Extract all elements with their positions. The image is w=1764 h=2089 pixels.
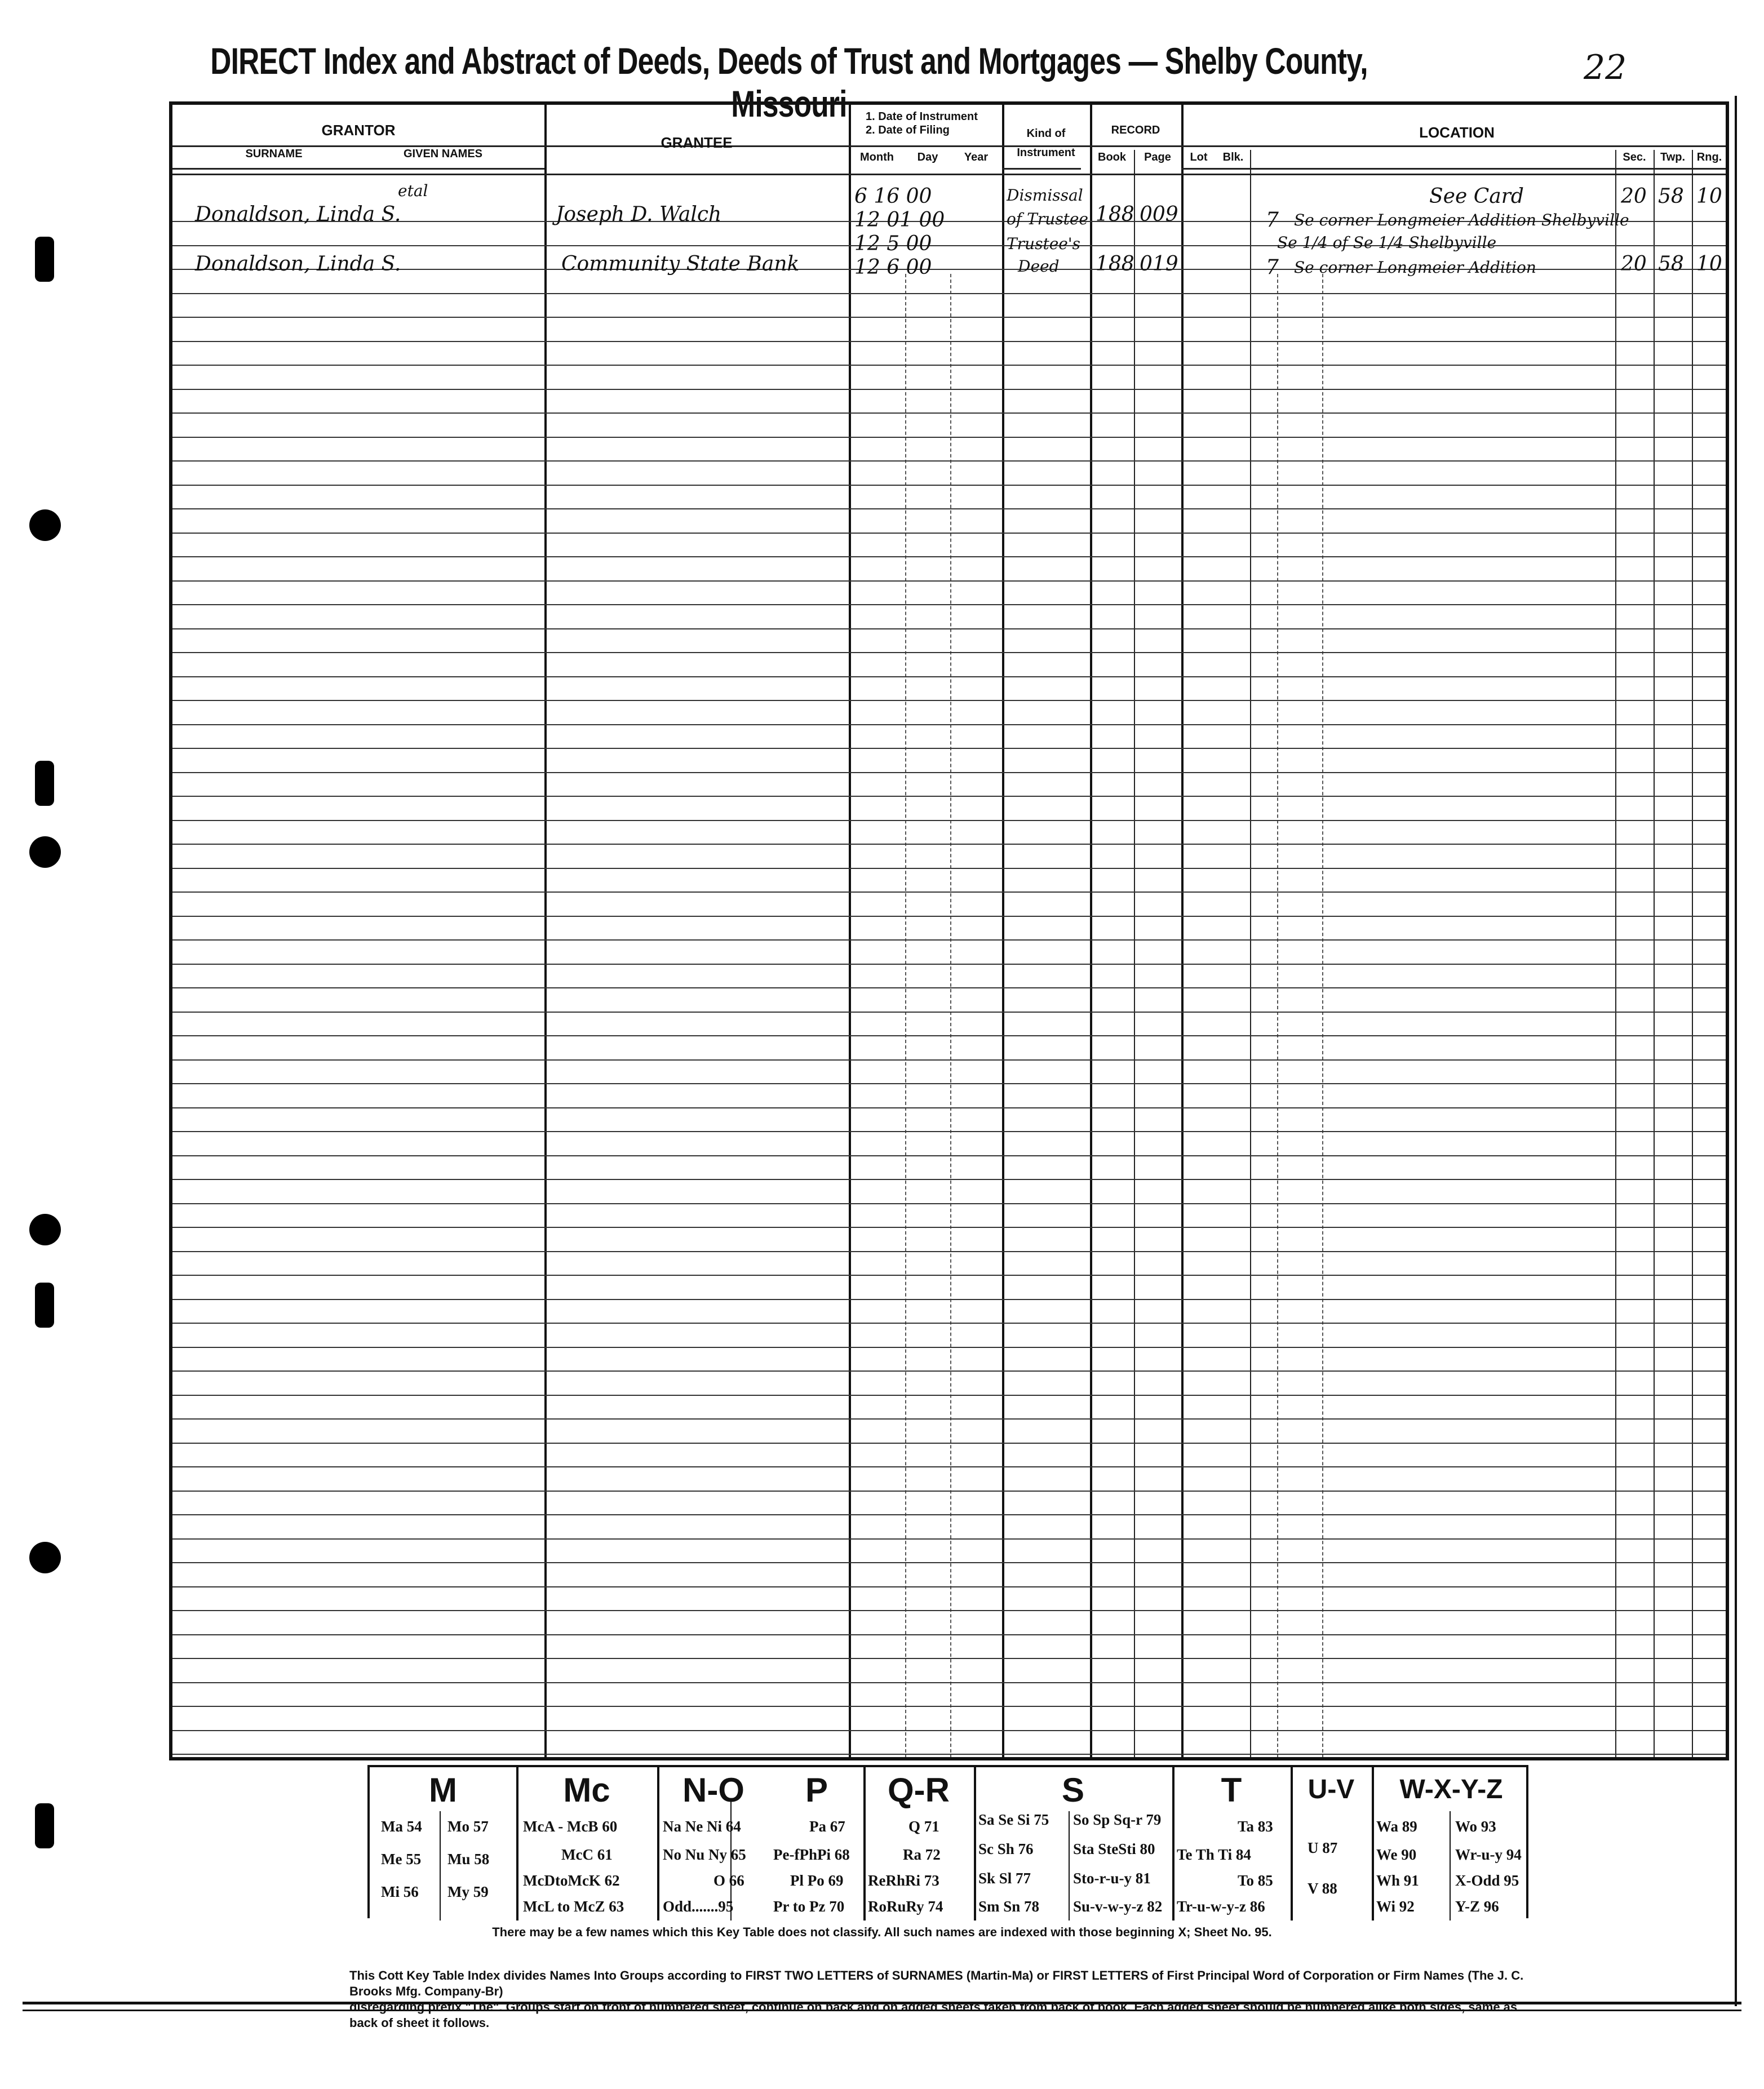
key-cell: Tr-u-w-y-z 86: [1177, 1898, 1265, 1915]
key-cell: Mo 57: [447, 1818, 489, 1835]
footer-line: This Cott Key Table Index divides Names Into Groups according to FIRST TWO LETTERS of SURNAMES (Martin-Ma) or FIRST LETTERS of First Principal Word of Corporation or Firm Names (The J. C. Brooks Mfg. Company-Br): [349, 1968, 1524, 1998]
header-rule: [172, 168, 544, 170]
col-divider: [1654, 150, 1655, 1758]
key-letter-m: M: [429, 1771, 457, 1809]
ruled-line: [172, 1538, 1726, 1540]
key-divider: [1450, 1811, 1451, 1921]
ruled-line: [172, 1371, 1726, 1372]
key-cell: Pl Po 69: [790, 1872, 844, 1889]
key-cell: To 85: [1238, 1872, 1273, 1889]
record-page: 019: [1140, 252, 1178, 276]
month-header: Month: [860, 151, 894, 163]
date-filing: 12 01 00: [854, 209, 945, 232]
col-divider: [1250, 150, 1251, 1758]
ruled-line: [172, 485, 1726, 486]
header-rule: [172, 145, 1726, 147]
ruled-line: [172, 1035, 1726, 1036]
lot-header: Lot: [1190, 151, 1208, 163]
ruled-line: [172, 1443, 1726, 1444]
ruled-line: [172, 748, 1726, 749]
ledger-bottom-rule: [169, 1757, 1729, 1760]
key-letter-p: P: [805, 1771, 828, 1809]
key-cell: Pe-fPhPi 68: [773, 1846, 850, 1863]
key-cell: Ma 54: [381, 1818, 422, 1835]
key-letter-u-v: U-V: [1308, 1775, 1355, 1804]
ruled-line: [172, 1131, 1726, 1132]
grantor-name: Donaldson, Linda S.: [195, 252, 401, 276]
col-divider: [1002, 105, 1004, 1758]
key-letter-t: T: [1221, 1771, 1242, 1809]
ruled-line: [172, 413, 1726, 414]
col-divider: [1277, 274, 1278, 1758]
location-text: See Card: [1429, 185, 1524, 208]
header-rule: [172, 174, 1726, 175]
ruled-line: [172, 1012, 1726, 1013]
ruled-line: [172, 317, 1726, 318]
kind-of-instrument: Trustee's: [1007, 234, 1080, 253]
key-cell: Sa Se Si 75: [978, 1811, 1049, 1828]
key-cell: McC 61: [561, 1846, 613, 1863]
key-cell: Sta SteSti 80: [1073, 1840, 1155, 1857]
ruled-line: [172, 293, 1726, 294]
date-instrument: 12 5 00: [854, 232, 932, 255]
ruled-line: [172, 1179, 1726, 1180]
footer-line: disregarding prefix "The". Groups start on front of numbered sheet, continue on back and on added sheets taken from back of book. Each added sheet should be numbered alike both sides, same as back of sheet it follows.: [349, 2000, 1518, 2030]
grantor-header: GRANTOR: [321, 122, 396, 139]
key-cell: Mi 56: [381, 1883, 419, 1900]
key-letter-s: S: [1061, 1771, 1085, 1809]
key-cell: Sc Sh 76: [978, 1840, 1034, 1857]
record-book: 188: [1096, 252, 1134, 276]
key-cell: Odd.......95: [663, 1898, 734, 1915]
kind-of-instrument: Dismissal: [1007, 186, 1083, 205]
kind-header-1: Kind of: [1026, 127, 1066, 140]
col-divider: [544, 105, 547, 1758]
col-divider: [1322, 274, 1323, 1758]
key-cell: Sto-r-u-y 81: [1073, 1870, 1151, 1887]
date-header-1: 1. Date of Instrument: [866, 110, 978, 123]
key-cell: Sk Sl 77: [978, 1870, 1031, 1887]
ruled-line: [172, 844, 1726, 845]
ruled-line: [172, 1059, 1726, 1061]
col-divider: [849, 105, 851, 1758]
ruled-line: [172, 1491, 1726, 1492]
date-instrument: 6 16 00: [854, 185, 932, 208]
key-cell: U 87: [1308, 1839, 1338, 1856]
key-cell: X-Odd 95: [1455, 1872, 1519, 1889]
year-header: Year: [964, 151, 989, 163]
section: 20: [1621, 252, 1647, 276]
ruled-line: [172, 964, 1726, 965]
key-letter-q-r: Q-R: [888, 1771, 950, 1809]
key-divider: [1069, 1811, 1070, 1921]
key-cell: Mu 58: [447, 1851, 490, 1868]
footer-instructions: [349, 1968, 1533, 2031]
key-cell: Wr-u-y 94: [1455, 1846, 1522, 1863]
key-cell: Su-v-w-y-z 82: [1073, 1898, 1163, 1915]
key-cell: Y-Z 96: [1455, 1898, 1499, 1915]
col-divider: [905, 274, 906, 1758]
binder-slot: [35, 1283, 54, 1328]
township: 58: [1658, 185, 1684, 208]
location-text: Se corner Longmeier Addition: [1294, 258, 1536, 277]
key-table: [367, 1765, 1528, 1918]
col-divider: [1134, 150, 1135, 1758]
kind-header-2: Instrument: [1017, 147, 1075, 159]
record-book: 188: [1096, 203, 1134, 226]
header-rule: [1181, 168, 1726, 170]
key-cell: ReRhRi 73: [868, 1872, 939, 1889]
given-names-header: GIVEN NAMES: [403, 148, 483, 160]
col-divider: [950, 274, 951, 1758]
record-header: RECORD: [1111, 124, 1160, 136]
key-cell: Na Ne Ni 64: [663, 1818, 741, 1835]
header-rule: [1002, 168, 1081, 170]
lot-number: 7: [1266, 256, 1279, 279]
key-cell: McL to McZ 63: [523, 1898, 624, 1915]
range: 10: [1696, 252, 1722, 276]
key-letter-w-x-y-z: W-X-Y-Z: [1399, 1775, 1503, 1804]
binder-slot: [35, 761, 54, 806]
key-divider: [440, 1811, 441, 1921]
ruled-line: [172, 533, 1726, 534]
ruled-line: [172, 389, 1726, 390]
ruled-line: [172, 1155, 1726, 1156]
date-filing: 12 6 00: [854, 256, 932, 279]
date-header-2: 2. Date of Filing: [866, 124, 950, 136]
ruled-line: [172, 1347, 1726, 1348]
location-text: Se 1/4 of Se 1/4 Shelbyville: [1277, 233, 1497, 252]
key-cell: Te Th Ti 84: [1177, 1846, 1251, 1863]
grantee-header: GRANTEE: [661, 134, 733, 151]
ruled-line: [172, 1610, 1726, 1611]
binder-hole: [29, 1214, 61, 1245]
blk-header: Blk.: [1222, 151, 1244, 163]
key-cell: Pa 67: [809, 1818, 845, 1835]
key-letter-n-o: N-O: [682, 1771, 744, 1809]
ruled-line: [172, 1299, 1726, 1300]
key-cell: RoRuRy 74: [868, 1898, 943, 1915]
binder-hole: [29, 836, 61, 868]
ruled-line: [172, 676, 1726, 677]
ruled-line: [172, 604, 1726, 605]
grantor-note: etal: [398, 181, 428, 200]
page-bottom-rule: [23, 2010, 1741, 2011]
ruled-line: [172, 796, 1726, 797]
key-letter-mc: Mc: [563, 1771, 610, 1809]
key-cell: So Sp Sq-r 79: [1073, 1811, 1162, 1828]
surname-header: SURNAME: [245, 148, 303, 160]
key-cell: My 59: [447, 1883, 489, 1900]
key-cell: Me 55: [381, 1851, 422, 1868]
ruled-line: [172, 724, 1726, 725]
key-cell: Ta 83: [1238, 1818, 1273, 1835]
ruled-line: [172, 820, 1726, 821]
binder-slot: [35, 237, 54, 282]
binder-slot: [35, 1803, 54, 1848]
ruled-line: [172, 628, 1726, 629]
ruled-line: [172, 437, 1726, 438]
key-cell: Ra 72: [903, 1846, 941, 1863]
ruled-line: [172, 700, 1726, 701]
book-header: Book: [1098, 151, 1126, 163]
location-text: Se corner Longmeier Addition Shelbyville: [1294, 211, 1629, 229]
col-divider: [1615, 150, 1616, 1758]
page-bottom-rule: [23, 2002, 1741, 2004]
grantee-name: Joseph D. Walch: [556, 203, 722, 226]
page-edge: [1735, 96, 1737, 2006]
ruled-line: [172, 772, 1726, 773]
ruled-line: [172, 1514, 1726, 1515]
key-cell: McA - McB 60: [523, 1818, 618, 1835]
key-cell: Pr to Pz 70: [773, 1898, 845, 1915]
ruled-line: [172, 1418, 1726, 1420]
key-cell: Sm Sn 78: [978, 1898, 1040, 1915]
ruled-line: [172, 1754, 1726, 1755]
ruled-line: [172, 1107, 1726, 1108]
ruled-line: [172, 1682, 1726, 1683]
ruled-line: [172, 1083, 1726, 1084]
key-cell: Q 71: [908, 1818, 939, 1835]
ruled-line: [172, 341, 1726, 342]
ruled-line: [172, 1562, 1726, 1563]
lot-number: 7: [1266, 209, 1279, 232]
ruled-line: [172, 987, 1726, 988]
twp-header: Twp.: [1660, 151, 1686, 163]
key-cell: No Nu Ny 65: [663, 1846, 746, 1863]
ruled-line: [172, 460, 1726, 462]
key-cell: McDtoMcK 62: [523, 1872, 620, 1889]
col-divider: [1692, 150, 1693, 1758]
key-cell: Wi 92: [1376, 1898, 1415, 1915]
key-table-note: There may be a few names which this Key Table does not classify. All such names are indexed with those beginning X; Sheet No. 95.: [492, 1925, 1272, 1939]
sec-header: Sec.: [1623, 151, 1646, 163]
key-cell: Wo 93: [1455, 1818, 1496, 1835]
ruled-line: [172, 1586, 1726, 1587]
day-header: Day: [917, 151, 938, 163]
key-cell: V 88: [1308, 1880, 1337, 1897]
ruled-line: [172, 1395, 1726, 1396]
ruled-line: [172, 1466, 1726, 1467]
page-title: DIRECT Index and Abstract of Deeds, Deeds of Trust and Mortgages — Shelby County, Missouri: [210, 40, 1368, 125]
col-divider: [1181, 105, 1184, 1758]
page-header: Page: [1144, 151, 1171, 163]
section: 20: [1621, 185, 1647, 208]
ruled-line: [172, 939, 1726, 941]
ruled-line: [172, 1251, 1726, 1252]
rng-header: Rng.: [1696, 151, 1722, 163]
ruled-line: [172, 365, 1726, 366]
grantee-name: Community State Bank: [561, 252, 800, 276]
key-cell: Wa 89: [1376, 1818, 1417, 1835]
ruled-line: [172, 1730, 1726, 1731]
ruled-line: [172, 916, 1726, 917]
range: 10: [1696, 185, 1722, 208]
ruled-line: [172, 1227, 1726, 1228]
col-divider: [1090, 105, 1092, 1758]
kind-of-instrument: of Trustee: [1007, 210, 1088, 228]
ruled-line: [172, 1203, 1726, 1204]
township: 58: [1658, 252, 1684, 276]
binder-hole: [29, 1542, 61, 1573]
location-header: LOCATION: [1419, 124, 1495, 141]
binder-hole: [29, 509, 61, 541]
kind-of-instrument: Deed: [1018, 257, 1060, 276]
key-cell: Wh 91: [1376, 1872, 1419, 1889]
key-cell: O 66: [713, 1872, 744, 1889]
ruled-line: [172, 1706, 1726, 1707]
record-page: 009: [1140, 203, 1178, 226]
grantor-name: Donaldson, Linda S.: [195, 203, 401, 226]
ruled-line: [172, 868, 1726, 869]
ruled-line: [172, 652, 1726, 653]
key-cell: We 90: [1376, 1846, 1417, 1863]
ruled-line: [172, 1275, 1726, 1276]
ruled-line: [172, 1658, 1726, 1659]
ruled-line: [172, 1323, 1726, 1324]
page-number: 22: [1584, 48, 1627, 87]
ruled-line: [172, 1634, 1726, 1635]
ruled-line: [172, 556, 1726, 557]
ruled-line: [172, 892, 1726, 893]
ruled-line: [172, 508, 1726, 509]
ruled-line: [172, 580, 1726, 582]
ledger-table: [169, 101, 1729, 1758]
